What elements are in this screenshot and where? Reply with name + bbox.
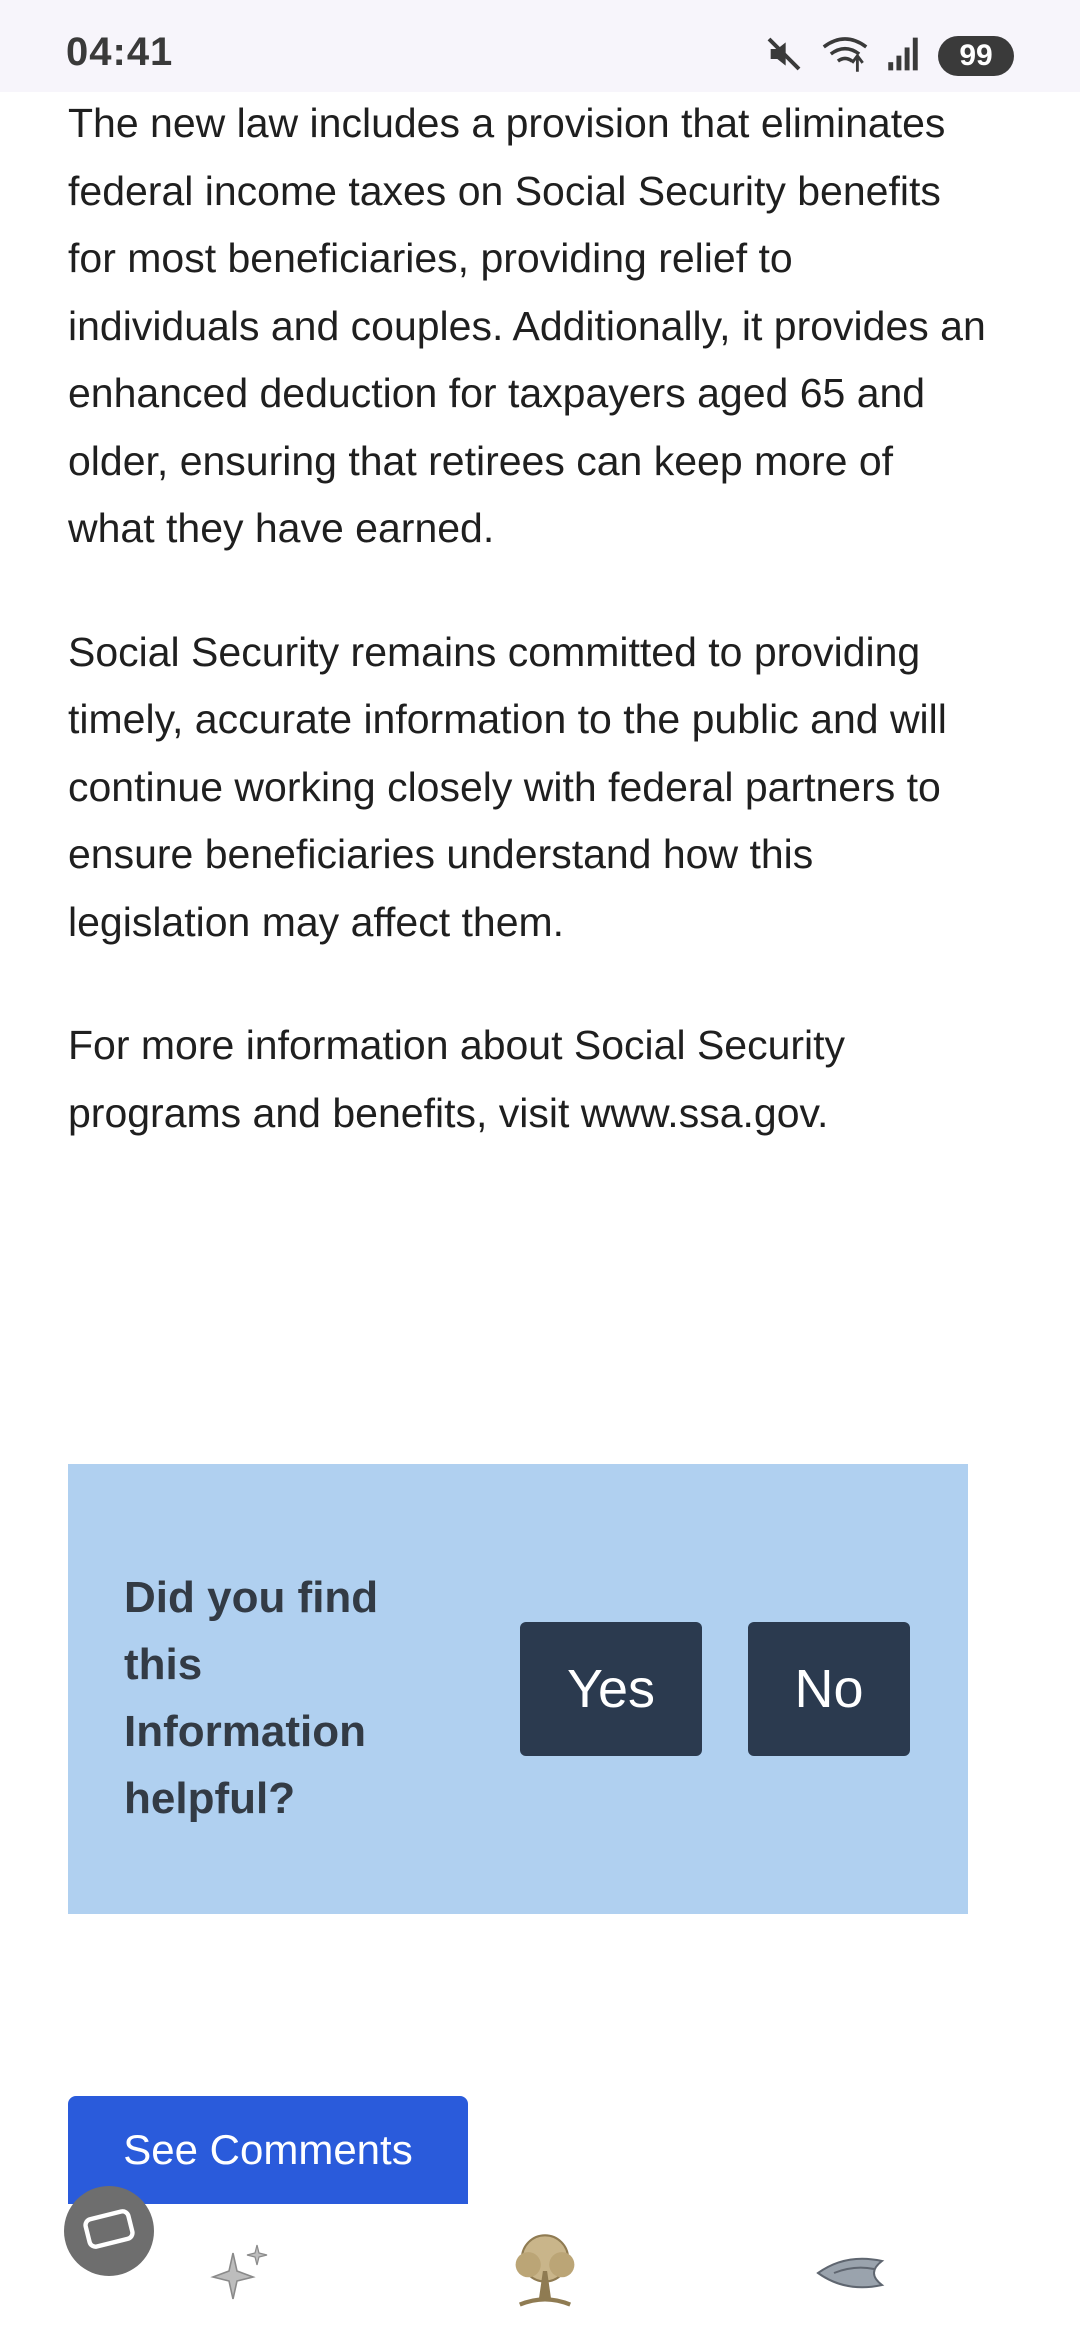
mute-icon [764,34,804,79]
article-content [68,90,988,1203]
article-paragraph: For more information about Social Security programs and benefits, visit www.ssa.gov. [68,1022,846,1136]
signal-icon [886,36,920,77]
tree-icon[interactable] [500,2226,590,2316]
see-comments-button[interactable]: See Comments [68,2096,468,2204]
sparkle-icon[interactable] [206,2238,276,2308]
feedback-yes-button[interactable]: Yes [520,1622,702,1756]
wifi-icon [822,34,868,79]
bird-icon[interactable] [810,2238,890,2308]
feedback-question: Did you find this Information helpful? [124,1573,379,1823]
floating-overlay-button[interactable] [64,2186,154,2276]
article-paragraph: The new law includes a provision that eliminates federal income taxes on Social Security benefits for most beneficiaries, providing relief to individuals and couples. Additionally, it provides an enhanced deduction for taxpayers aged 65 and older, ensuring that retirees can keep more of what they have earned. [68,100,986,551]
feedback-panel [68,1464,968,1914]
article-paragraph: Social Security remains committed to providing timely, accurate information to the public and will continue working closely with federal partners to ensure beneficiaries understand how this legislation may affect them. [68,628,947,945]
feedback-no-button[interactable]: No [748,1622,910,1756]
screen-tilt-icon [81,2207,137,2256]
status-time: 04:41 [66,30,174,74]
battery-badge: 99 [938,36,1014,76]
status-bar [0,0,1080,92]
status-icons [764,34,1014,78]
